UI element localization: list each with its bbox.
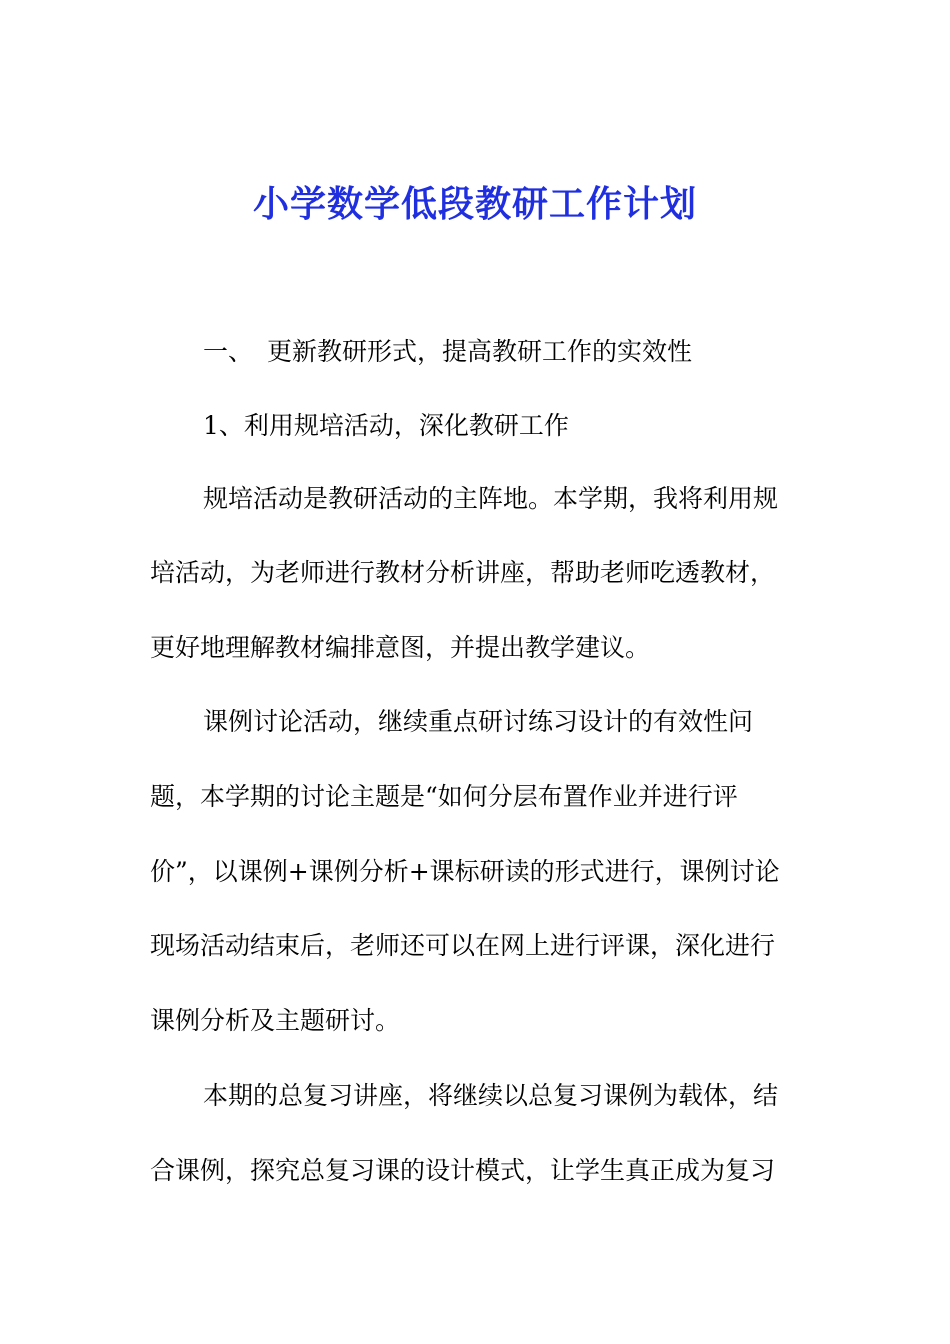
section-heading — [203, 334, 853, 370]
subheading: 1、利用规培活动，深化教研工作 — [203, 411, 569, 440]
paragraph-line: 价”，以课例+课例分析+课标研读的形式进行，课例讨论 — [150, 857, 780, 886]
section-heading-text: 更新教研形式，提高教研工作的实效性 — [267, 337, 693, 366]
document-title: 小学数学低段教研工作计划 — [252, 183, 697, 225]
paragraph-line: 课例分析及主题研讨。 — [150, 1006, 401, 1035]
paragraph-line: 更好地理解教材编排意图，并提出教学建议。 — [150, 633, 651, 662]
paragraph-line: 本期的总复习讲座，将继续以总复习课例为载体，结 — [203, 1081, 779, 1110]
paragraph-line: 培活动，为老师进行教材分析讲座，帮助老师吃透教材， — [150, 558, 776, 587]
section-heading-number: 一、 — [203, 337, 254, 366]
paragraph-line: 规培活动是教研活动的主阵地。本学期，我将利用规 — [203, 484, 779, 513]
paragraph-line: 课例讨论活动，继续重点研讨练习设计的有效性问 — [203, 707, 754, 736]
paragraph-line: 合课例，探究总复习课的设计模式，让学生真正成为复习 — [150, 1156, 776, 1185]
paragraph-line: 题，本学期的讨论主题是“如何分层布置作业并进行评 — [150, 782, 738, 811]
paragraph-line: 现场活动结束后，老师还可以在网上进行评课，深化进行 — [150, 931, 776, 960]
